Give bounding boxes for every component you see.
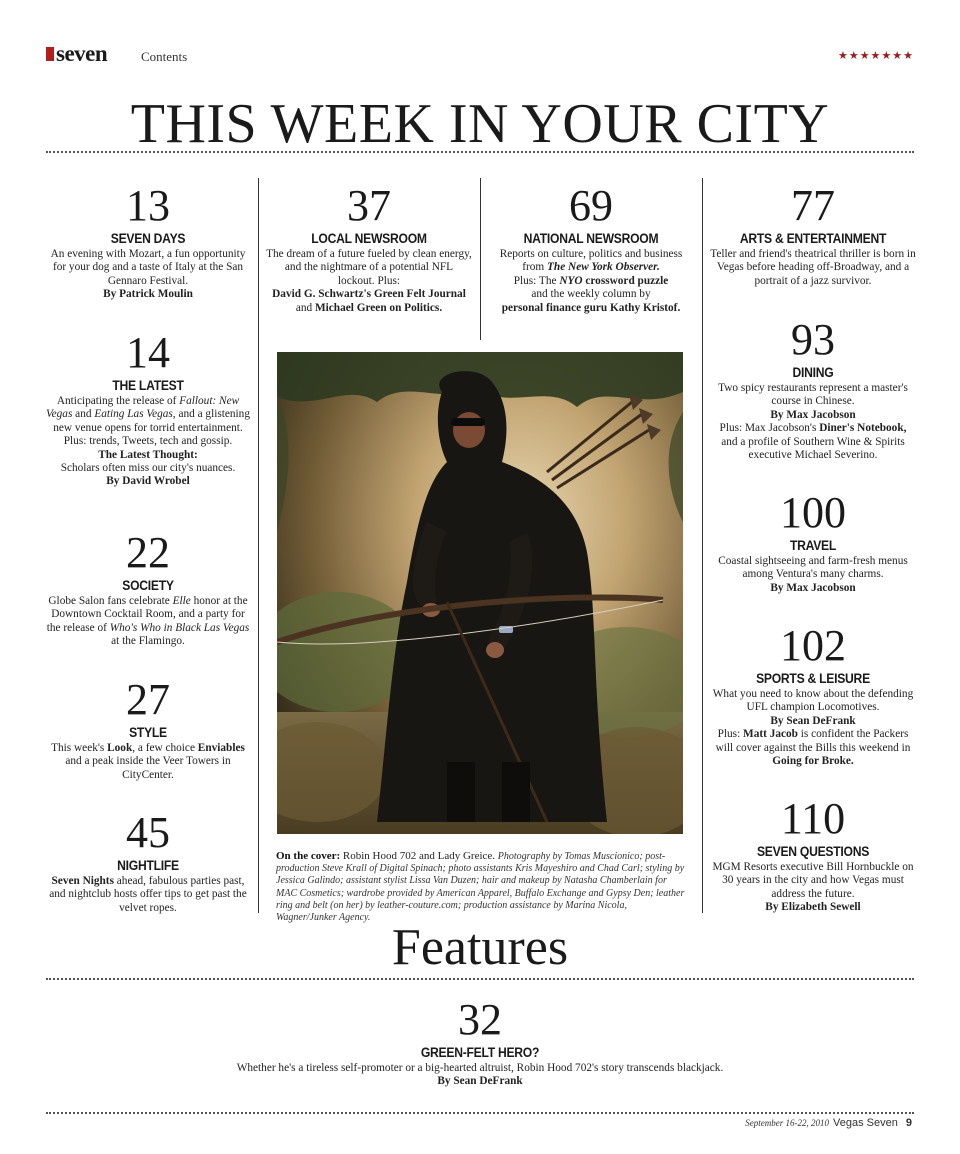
caption-credits: Photography by Tomas Muscionico; post-production Steve Krall of Digital Spinach; photo assistants Kris Mayeshiro and Chad Carl; styling by Jessica Galindo; assistant stylist Lissa Van Duzen; hair and makeup by Natasha Chamberlain for MAC Cosmetics; wardrobe provided by American Apparel, Buffalo Exchange and Gypsy Den; leather ring and belt (on her) by leather-couture.com; production assistance by Marina Nicola, Wagner/Junker Agency. — [276, 851, 685, 924]
title-divider — [46, 151, 914, 153]
features-divider — [46, 978, 914, 980]
cover-caption — [276, 850, 688, 924]
entry-description: Seven Nights ahead, fabulous parties past, and nightclub hosts offer tips to get past the velvet ropes. — [49, 875, 247, 914]
page-number: 102 — [780, 621, 846, 670]
stars-ornament: ★★★★★★★ — [837, 50, 914, 62]
entry-description: Coastal sightseeing and farm-fresh menus among Ventura's many charms. By Max Jacobson — [718, 555, 908, 594]
page-number: 45 — [126, 808, 170, 857]
entry-description: MGM Resorts executive Bill Hornbuckle on 30 years in the city and how Vegas must address the future. By Elizabeth Sewell — [712, 861, 914, 914]
byline: By Max Jacobson — [770, 581, 856, 594]
page-number: 37 — [347, 181, 391, 230]
section-heading: SEVEN DAYS — [110, 231, 186, 246]
entry-nightlife[interactable] — [46, 808, 250, 915]
entry-seven-questions[interactable] — [710, 794, 916, 915]
byline: By Max Jacobson — [770, 408, 856, 421]
entry-dining[interactable] — [710, 315, 916, 462]
entry-feature-green-felt-hero[interactable] — [180, 995, 780, 1089]
features-heading: Features — [391, 919, 569, 976]
caption-lead: On the cover: — [276, 850, 341, 862]
page-number: 32 — [458, 995, 502, 1044]
entry-style[interactable] — [46, 675, 250, 782]
byline: By Patrick Moulin — [103, 288, 193, 301]
entry-seven-days[interactable] — [46, 181, 250, 302]
section-heading: ARTS & ENTERTAINMENT — [739, 231, 887, 246]
entry-description: Anticipating the release of Fallout: New Vegas and Eating Las Vegas, and a glistening new venue opens for torrid entertainment. Plus: trends, Tweets, tech and gossip. The Latest Thought: Scholars often miss our city's nuances. By David Wrobel — [46, 395, 250, 488]
section-heading: THE LATEST — [112, 378, 184, 393]
section-heading: GREEN-FELT HERO? — [420, 1045, 540, 1060]
brand-logo — [46, 41, 108, 66]
logo-word: seven — [56, 41, 108, 66]
column-rule-1 — [258, 178, 259, 913]
issue-date: September 16-22, 2010 — [745, 1118, 830, 1128]
publication-name: Vegas Seven — [833, 1117, 898, 1129]
column-rule-3 — [702, 178, 703, 913]
section-heading: NIGHTLIFE — [117, 858, 179, 873]
entry-description: Two spicy restaurants represent a master's course in Chinese. By Max Jacobson Plus: Max Jacobson's Diner's Notebook, and a profile of Southern Wine & Spirits executive Michael Severino. — [718, 382, 908, 462]
footer-divider — [46, 1112, 914, 1114]
section-heading: TRAVEL — [789, 538, 837, 553]
section-heading: STYLE — [129, 725, 167, 740]
page-number: 27 — [126, 675, 170, 724]
page-footer — [745, 1117, 912, 1129]
byline: By Elizabeth Sewell — [765, 901, 861, 914]
entry-description: The dream of a future fueled by clean energy, and the nightmare of a potential NFL lockout. Plus: David G. Schwartz's Green Felt Journal and Michael Green on Politics. — [266, 248, 472, 314]
caption-main: Robin Hood 702 and Lady Greice. — [340, 850, 498, 862]
entry-the-latest[interactable] — [46, 328, 250, 489]
entry-travel[interactable] — [710, 488, 916, 595]
entry-description: An evening with Mozart, a fun opportunity for your dog and a taste of Italy at the San Gennaro Festival. By Patrick Moulin — [50, 248, 246, 301]
entry-sports-leisure[interactable] — [710, 621, 916, 768]
section-heading: SOCIETY — [122, 578, 174, 593]
cover-photo — [277, 352, 683, 834]
section-heading: SPORTS & LEISURE — [756, 671, 870, 686]
entry-description: Whether he's a tireless self-promoter or a big-hearted altruist, Robin Hood 702's story transcends blackjack. By Sean DeFrank — [236, 1062, 724, 1088]
entry-arts-entertainment[interactable] — [710, 181, 916, 288]
entry-local-newsroom[interactable] — [266, 181, 472, 315]
page-number: 110 — [780, 794, 846, 843]
byline: By David Wrobel — [106, 475, 190, 488]
section-heading: DINING — [792, 365, 834, 380]
section-heading: LOCAL NEWSROOM — [311, 231, 427, 246]
page-number: 77 — [791, 181, 835, 230]
page-number: 69 — [569, 181, 613, 230]
column-rule-2 — [480, 178, 481, 340]
page-number: 14 — [126, 328, 170, 377]
entry-description: This week's Look, a few choice Enviables and a peak inside the Veer Towers in CityCenter. — [51, 742, 245, 781]
entry-description: What you need to know about the defending UFL champion Locomotives. By Sean DeFrank Plus: Matt Jacob is confident the Packers will cover against the Bills this weekend in Going for Broke. — [712, 688, 914, 768]
page-folio: 9 — [905, 1117, 912, 1129]
entry-description: Reports on culture, politics and business from The New York Observer. Plus: The NYO crossword puzzle and the weekly column by personal finance guru Kathy Kristof. — [499, 248, 683, 314]
byline: By Sean DeFrank — [770, 714, 856, 727]
page-title: THIS WEEK IN YOUR CITY — [130, 93, 830, 155]
section-heading: SEVEN QUESTIONS — [756, 844, 870, 859]
entry-description: Teller and friend's theatrical thriller is born in Vegas before heading off-Broadway, and a portrait of a jazz survivor. — [710, 248, 916, 287]
page-number: 100 — [780, 488, 846, 537]
page-number: 93 — [791, 315, 835, 364]
entry-society[interactable] — [46, 528, 250, 649]
byline: By Sean DeFrank — [437, 1075, 523, 1088]
entry-national-newsroom[interactable] — [488, 181, 694, 315]
section-heading: NATIONAL NEWSROOM — [523, 231, 659, 246]
page-number: 22 — [126, 528, 170, 577]
entry-description: Globe Salon fans celebrate Elle honor at the Downtown Cocktail Room, and a party for the release of Who's Who in Black Las Vegas at the Flamingo. — [46, 595, 250, 648]
page-number: 13 — [126, 181, 170, 230]
logo-bar — [46, 47, 54, 61]
section-label: Contents — [141, 49, 188, 64]
